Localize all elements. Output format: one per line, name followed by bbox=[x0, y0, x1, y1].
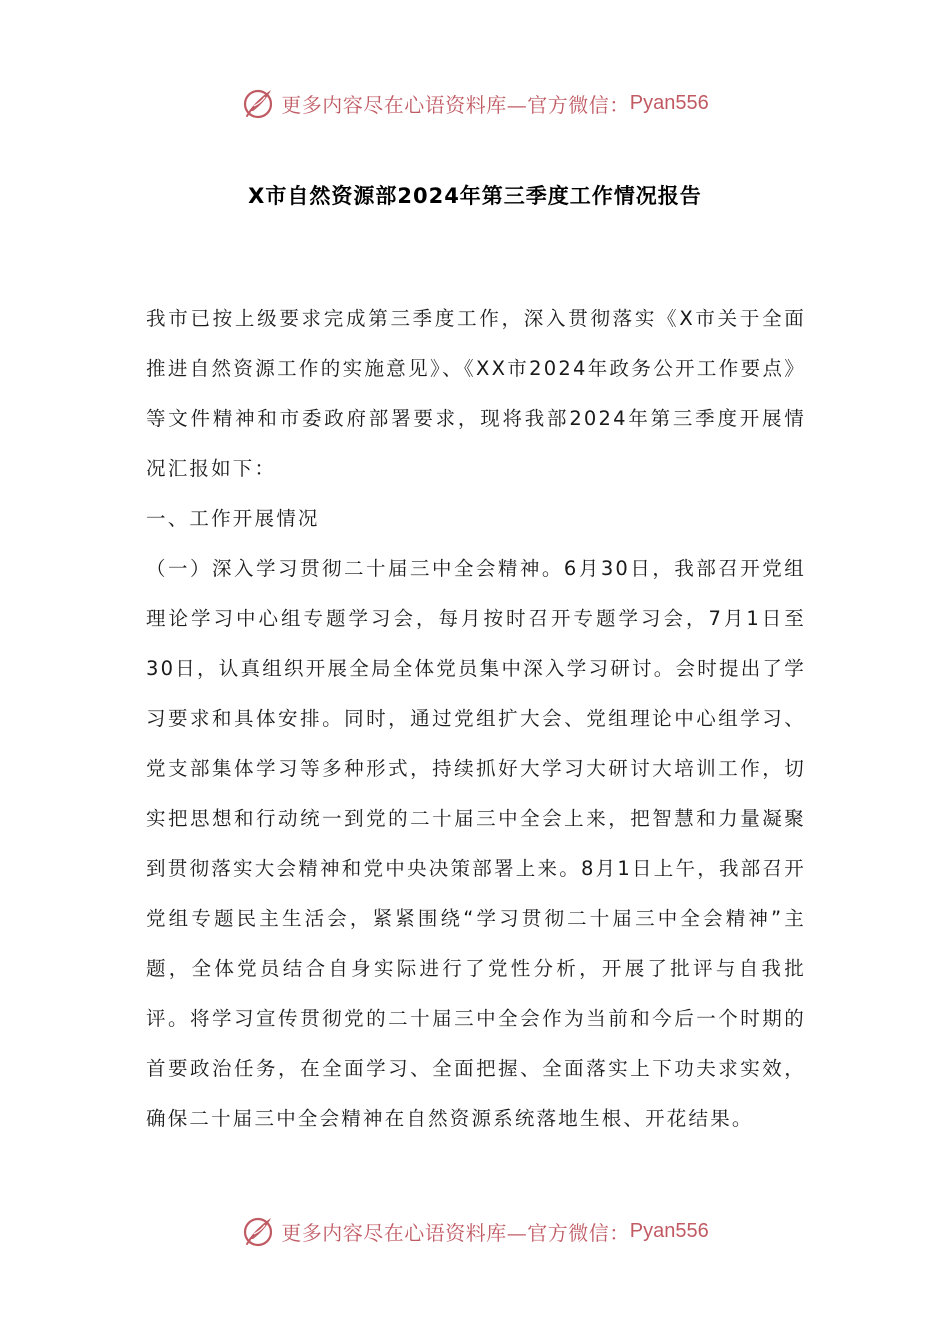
wechat-id: Pyan556 bbox=[629, 91, 709, 114]
footer-watermark-banner bbox=[0, 1211, 950, 1251]
header-watermark-banner bbox=[0, 83, 950, 123]
document-body bbox=[146, 294, 806, 1144]
section-heading: 一、工作开展情况 bbox=[146, 507, 320, 530]
watermark-text: 更多内容尽在心语资料库—官方微信： bbox=[281, 1220, 630, 1245]
document-title: X市自然资源部2024年第三季度工作情况报告 bbox=[248, 184, 702, 208]
section-paragraph: （一）深入学习贯彻二十届三中全会精神。6月30日，我部召开党组理论学习中心组专题学习会，每月按时召开专题学习会，7月1日至30日，认真组织开展全局全体党员集中深入学习研讨。会时提出了学习要求和具体安排。同时，通过党组扩大会、党组理论中心组学习、党支部集体学习等多种形式，持续抓好大学习大研讨大培训工作，切实把思想和行动统一到党的二十届三中全会上来，把智慧和力量凝聚到贯彻落实大会精神和党中央决策部署上来。8月1日上午，我部召开党组专题民主生活会，紧紧围绕“学习贯彻二十届三中全会精神”主题，全体党员结合自身实际进行了党性分析，开展了批评与自我批评。将学习宣传贯彻党的二十届三中全会作为当前和今后一个时期的首要政治任务，在全面学习、全面把握、全面落实上下功夫求实效，确保二十届三中全会精神在自然资源系统落地生根、开花结果。 bbox=[146, 557, 806, 1130]
intro-paragraph: 我市已按上级要求完成第三季度工作，深入贯彻落实《X市关于全面推进自然资源工作的实施意见》、《XX市2024年政务公开工作要点》等文件精神和市委政府部署要求，现将我部2024年第三季度开展情况汇报如下： bbox=[146, 307, 806, 480]
watermark-text: 更多内容尽在心语资料库—官方微信： bbox=[281, 92, 630, 117]
quill-pen-logo-icon bbox=[241, 1213, 277, 1249]
quill-pen-logo-icon bbox=[241, 85, 277, 121]
wechat-id: Pyan556 bbox=[629, 1219, 709, 1242]
